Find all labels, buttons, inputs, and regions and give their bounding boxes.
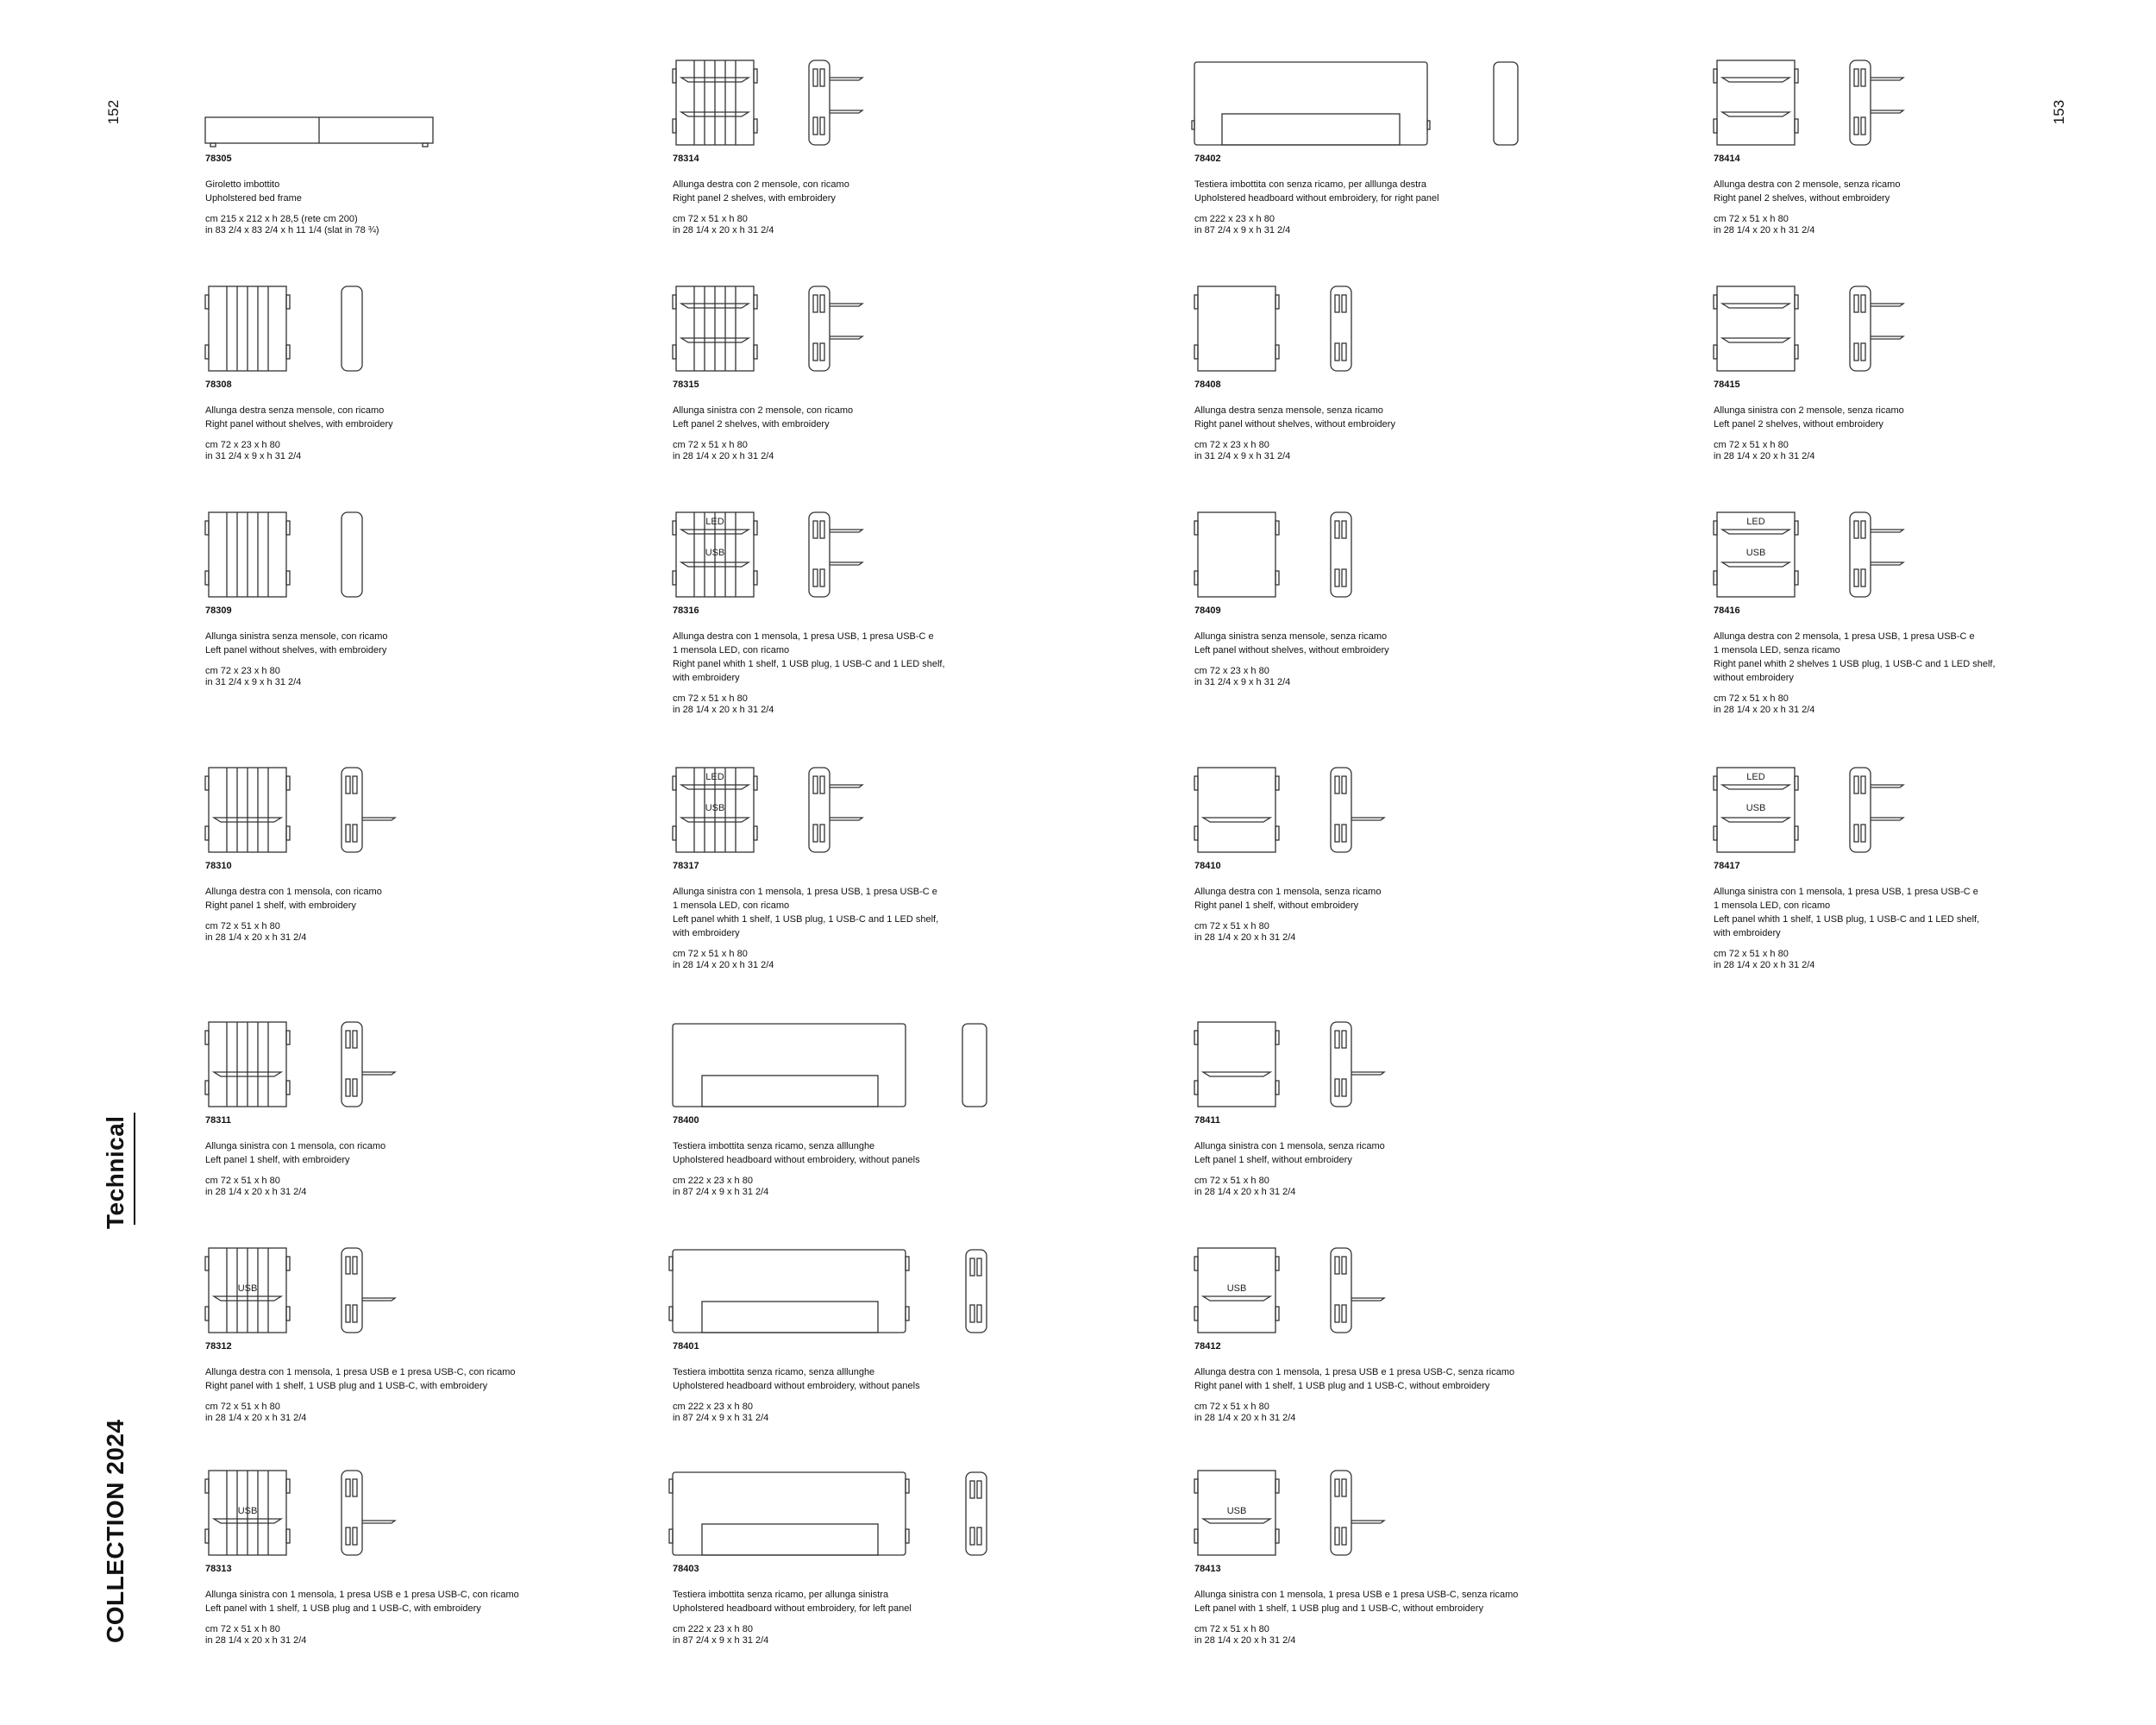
- product-78317: [673, 768, 1121, 971]
- led-label: LED: [1746, 517, 1765, 527]
- product-78313: [205, 1471, 654, 1647]
- side-view: [1331, 768, 1351, 852]
- product-dimensions: cm 222 x 23 x h 80 in 87 2/4 x 9 x h 31 2/4: [673, 1402, 769, 1423]
- product-dimensions: cm 72 x 23 x h 80 in 31 2/4 x 9 x h 31 2/4: [205, 666, 302, 687]
- usb-label: USB: [237, 1283, 258, 1294]
- product-description: Allunga destra con 1 mensola, senza ricamo Right panel 1 shelf, without embroidery: [1194, 887, 1382, 911]
- shelf-side: [830, 530, 862, 532]
- shelf-front: [1203, 1296, 1270, 1301]
- product-drawing: [1714, 60, 2076, 150]
- side-view: [962, 1024, 987, 1107]
- product-description: Testiera imbottita con senza ricamo, per alllunga destra Upholstered headboard without embroidery, for right panel: [1194, 179, 1439, 204]
- led-label: LED: [705, 772, 724, 782]
- side-view: [342, 286, 362, 371]
- side-view: [809, 60, 830, 145]
- product-description: Giroletto imbottito Upholstered bed frame: [205, 179, 302, 204]
- side-view: [809, 768, 830, 852]
- product-drawing: [1714, 286, 2076, 376]
- section-title: Technical: [102, 1115, 128, 1229]
- shelf-side: [362, 818, 395, 820]
- product-drawing: [1194, 286, 1557, 376]
- product-code: 78315: [673, 380, 699, 390]
- usb-label: USB: [1226, 1283, 1247, 1294]
- product-dimensions: cm 72 x 51 x h 80 in 28 1/4 x 20 x h 31 2/4: [205, 1624, 307, 1646]
- product-78316: [673, 512, 1121, 716]
- product-description: Allunga destra con 1 mensola, 1 presa USB e 1 presa USB-C, senza ricamo Right panel with 1 shelf, 1 USB plug and 1 USB-C, without embroidery: [1194, 1367, 1515, 1391]
- product-description: Allunga sinistra con 2 mensole, senza ricamo Left panel 2 shelves, without embroidery: [1714, 405, 1904, 430]
- product-drawing: [673, 512, 1035, 602]
- product-78314: [673, 60, 1121, 236]
- usb-label: USB: [705, 803, 725, 813]
- product-dimensions: cm 222 x 23 x h 80 in 87 2/4 x 9 x h 31 2/4: [673, 1176, 769, 1197]
- shelf-side: [1871, 336, 1903, 339]
- product-78415: [1714, 286, 2156, 462]
- product-78311: [205, 1022, 654, 1198]
- shelf-side: [830, 110, 862, 113]
- shelf-front: [1722, 338, 1789, 342]
- shelf-side: [830, 304, 862, 306]
- side-view: [966, 1472, 987, 1555]
- product-code: 78400: [673, 1115, 699, 1126]
- side-view: [342, 768, 362, 852]
- product-code: 78409: [1194, 605, 1221, 616]
- product-description: Allunga sinistra con 1 mensola, con ricamo Left panel 1 shelf, with embroidery: [205, 1141, 386, 1165]
- product-78414: [1714, 60, 2156, 236]
- shelf-side: [830, 785, 862, 787]
- front-view: [1198, 1022, 1275, 1107]
- product-dimensions: cm 222 x 23 x h 80 in 87 2/4 x 9 x h 31 2/4: [1194, 214, 1291, 235]
- product-code: 78410: [1194, 861, 1221, 871]
- shelf-side: [830, 78, 862, 80]
- product-dimensions: cm 72 x 51 x h 80 in 28 1/4 x 20 x h 31 2/4: [673, 440, 774, 461]
- product-description: Allunga destra senza mensole, con ricamo Right panel without shelves, with embroidery: [205, 405, 393, 430]
- shelf-side: [1871, 304, 1903, 306]
- shelf-side: [830, 818, 862, 820]
- product-dimensions: cm 72 x 51 x h 80 in 28 1/4 x 20 x h 31 2/4: [1714, 949, 1815, 970]
- product-78312: [205, 1248, 654, 1424]
- product-drawing: [205, 1022, 567, 1112]
- headboard: [1194, 62, 1427, 145]
- headboard: [673, 1250, 906, 1333]
- side-view: [1850, 286, 1871, 371]
- shelf-side: [1351, 1521, 1384, 1523]
- usb-label: USB: [705, 548, 725, 558]
- headboard: [673, 1472, 906, 1555]
- product-dimensions: cm 72 x 51 x h 80 in 28 1/4 x 20 x h 31 2/4: [1714, 440, 1815, 461]
- product-drawing: [1194, 1248, 1557, 1338]
- product-dimensions: cm 72 x 51 x h 80 in 28 1/4 x 20 x h 31 2/4: [673, 949, 774, 970]
- product-code: 78309: [205, 605, 232, 616]
- side-view: [342, 1022, 362, 1107]
- product-78305: [205, 60, 654, 236]
- product-drawing: [1714, 512, 2076, 602]
- shelf-side: [362, 1298, 395, 1301]
- product-description: Allunga destra con 2 mensola, 1 presa USB, 1 presa USB-C e 1 mensola LED, senza ricamo Right panel whith 2 shelves 1 USB plug, 1 USB-C and 1 LED shelf, without embroidery: [1714, 631, 1996, 683]
- product-78411: [1194, 1022, 1643, 1198]
- product-description: Testiera imbottita senza ricamo, senza alllunghe Upholstered headboard without embroidery, without panels: [673, 1367, 920, 1391]
- product-dimensions: cm 222 x 23 x h 80 in 87 2/4 x 9 x h 31 2/4: [673, 1624, 769, 1646]
- product-description: Testiera imbottita senza ricamo, per allunga sinistra Upholstered headboard without embroidery, for left panel: [673, 1590, 912, 1614]
- side-view: [809, 286, 830, 371]
- product-code: 78305: [205, 154, 232, 164]
- product-code: 78313: [205, 1564, 232, 1574]
- section-title-underline: [134, 1113, 135, 1225]
- side-view: [809, 512, 830, 597]
- side-view: [1331, 1022, 1351, 1107]
- product-description: Allunga destra senza mensole, senza ricamo Right panel without shelves, without embroidery: [1194, 405, 1395, 430]
- side-view: [966, 1250, 987, 1333]
- product-dimensions: cm 72 x 51 x h 80 in 28 1/4 x 20 x h 31 2/4: [1194, 1624, 1296, 1646]
- side-view: [342, 1471, 362, 1555]
- product-description: Testiera imbottita senza ricamo, senza alllunghe Upholstered headboard without embroidery, without panels: [673, 1141, 920, 1165]
- product-code: 78316: [673, 605, 699, 616]
- shelf-front: [1722, 818, 1789, 822]
- product-dimensions: cm 72 x 51 x h 80 in 28 1/4 x 20 x h 31 2/4: [205, 1176, 307, 1197]
- product-drawing: [673, 768, 1035, 857]
- product-dimensions: cm 72 x 51 x h 80 in 28 1/4 x 20 x h 31 2/4: [205, 1402, 307, 1423]
- side-view: [342, 1248, 362, 1333]
- product-code: 78413: [1194, 1564, 1221, 1574]
- shelf-side: [1871, 785, 1903, 787]
- product-dimensions: cm 72 x 51 x h 80 in 28 1/4 x 20 x h 31 2/4: [1194, 1176, 1296, 1197]
- product-code: 78402: [1194, 154, 1221, 164]
- product-dimensions: cm 72 x 23 x h 80 in 31 2/4 x 9 x h 31 2/4: [1194, 440, 1291, 461]
- product-code: 78408: [1194, 380, 1221, 390]
- side-view: [1494, 62, 1518, 145]
- product-drawing: [1194, 1022, 1557, 1112]
- product-78412: [1194, 1248, 1643, 1424]
- product-code: 78314: [673, 154, 699, 164]
- shelf-side: [362, 1072, 395, 1075]
- shelf-front: [1722, 785, 1789, 789]
- product-drawing: [1194, 512, 1557, 602]
- front-view: [1717, 286, 1795, 371]
- shelf-side: [1871, 78, 1903, 80]
- product-code: 78412: [1194, 1341, 1221, 1352]
- product-drawing: [205, 60, 567, 150]
- product-drawing: [205, 512, 567, 602]
- front-view: [1717, 60, 1795, 145]
- product-description: Allunga destra con 2 mensole, con ricamo Right panel 2 shelves, with embroidery: [673, 179, 849, 204]
- product-dimensions: cm 72 x 51 x h 80 in 28 1/4 x 20 x h 31 2/4: [1194, 921, 1296, 943]
- product-drawing: [1194, 60, 1557, 150]
- front-view: [1198, 286, 1275, 371]
- shelf-side: [1351, 1072, 1384, 1075]
- product-code: 78415: [1714, 380, 1740, 390]
- product-dimensions: cm 72 x 51 x h 80 in 28 1/4 x 20 x h 31 2/4: [1714, 693, 1815, 715]
- product-dimensions: cm 72 x 51 x h 80 in 28 1/4 x 20 x h 31 2/4: [1714, 214, 1815, 235]
- product-78416: [1714, 512, 2156, 716]
- shelf-front: [1203, 1519, 1270, 1523]
- usb-label: USB: [1745, 803, 1766, 813]
- product-78409: [1194, 512, 1643, 688]
- product-drawing: [205, 286, 567, 376]
- shelf-side: [362, 1521, 395, 1523]
- shelf-front: [1722, 78, 1789, 82]
- product-drawing: [205, 1471, 567, 1560]
- product-78417: [1714, 768, 2156, 971]
- product-drawing: [1194, 1471, 1557, 1560]
- shelf-side: [830, 336, 862, 339]
- product-drawing: [1194, 768, 1557, 857]
- product-dimensions: cm 72 x 51 x h 80 in 28 1/4 x 20 x h 31 2/4: [673, 214, 774, 235]
- shelf-front: [1203, 1072, 1270, 1076]
- product-dimensions: cm 72 x 51 x h 80 in 28 1/4 x 20 x h 31 2/4: [1194, 1402, 1296, 1423]
- product-drawing: [673, 1022, 1035, 1112]
- product-dimensions: cm 72 x 23 x h 80 in 31 2/4 x 9 x h 31 2/4: [205, 440, 302, 461]
- side-view: [1850, 60, 1871, 145]
- side-view: [1331, 1471, 1351, 1555]
- product-description: Allunga sinistra con 1 mensola, 1 presa USB, 1 presa USB-C e 1 mensola LED, con ricamo Left panel whith 1 shelf, 1 USB plug, 1 USB-C and 1 LED shelf, with embroidery: [673, 887, 939, 938]
- product-description: Allunga sinistra con 1 mensola, 1 presa USB, 1 presa USB-C e 1 mensola LED, con ricamo Left panel whith 1 shelf, 1 USB plug, 1 USB-C and 1 LED shelf, with embroidery: [1714, 887, 1980, 938]
- side-view: [1331, 512, 1351, 597]
- product-code: 78403: [673, 1564, 699, 1574]
- product-code: 78411: [1194, 1115, 1220, 1126]
- product-dimensions: cm 72 x 51 x h 80 in 28 1/4 x 20 x h 31 2/4: [205, 921, 307, 943]
- led-label: LED: [705, 517, 724, 527]
- product-drawing: [205, 1248, 567, 1338]
- product-code: 78414: [1714, 154, 1740, 164]
- front-view: [1198, 768, 1275, 852]
- usb-label: USB: [237, 1506, 258, 1516]
- product-78400: [673, 1022, 1121, 1198]
- shelf-side: [1871, 562, 1903, 565]
- product-drawing: [673, 1248, 1035, 1338]
- shelf-front: [1722, 562, 1789, 567]
- usb-label: USB: [1226, 1506, 1247, 1516]
- product-code: 78417: [1714, 861, 1740, 871]
- product-78402: [1194, 60, 1643, 236]
- page-number-left: 152: [105, 99, 122, 125]
- product-drawing: [673, 1471, 1035, 1560]
- product-78401: [673, 1248, 1121, 1424]
- product-code: 78317: [673, 861, 699, 871]
- front-view: [1198, 512, 1275, 597]
- product-drawing: [205, 768, 567, 857]
- product-description: Allunga sinistra senza mensole, con ricamo Left panel without shelves, with embroidery: [205, 631, 388, 656]
- product-description: Allunga destra con 1 mensola, 1 presa USB e 1 presa USB-C, con ricamo Right panel with 1 shelf, 1 USB plug and 1 USB-C, with embroidery: [205, 1367, 516, 1391]
- product-description: Allunga sinistra con 1 mensola, 1 presa USB e 1 presa USB-C, senza ricamo Left panel with 1 shelf, 1 USB plug and 1 USB-C, without embroidery: [1194, 1590, 1519, 1614]
- shelf-front: [1722, 530, 1789, 534]
- shelf-side: [1351, 818, 1384, 820]
- shelf-front: [1722, 304, 1789, 308]
- product-description: Allunga destra con 2 mensole, senza ricamo Right panel 2 shelves, without embroidery: [1714, 179, 1901, 204]
- shelf-side: [1871, 530, 1903, 532]
- product-78308: [205, 286, 654, 462]
- product-code: 78401: [673, 1341, 699, 1352]
- side-view: [1331, 286, 1351, 371]
- product-description: Allunga destra con 1 mensola, con ricamo Right panel 1 shelf, with embroidery: [205, 887, 382, 911]
- side-view: [1850, 768, 1871, 852]
- product-78315: [673, 286, 1121, 462]
- side-view: [1331, 1248, 1351, 1333]
- product-78309: [205, 512, 654, 688]
- page-number-right: 153: [2051, 99, 2067, 125]
- side-view: [1850, 512, 1871, 597]
- product-code: 78311: [205, 1115, 231, 1126]
- shelf-side: [1871, 110, 1903, 113]
- product-78408: [1194, 286, 1643, 462]
- product-dimensions: cm 72 x 51 x h 80 in 28 1/4 x 20 x h 31 2/4: [673, 693, 774, 715]
- led-label: LED: [1746, 772, 1765, 782]
- product-78310: [205, 768, 654, 944]
- product-code: 78310: [205, 861, 232, 871]
- side-view: [342, 512, 362, 597]
- headboard: [673, 1024, 906, 1107]
- shelf-side: [1351, 1298, 1384, 1301]
- product-dimensions: cm 72 x 23 x h 80 in 31 2/4 x 9 x h 31 2/4: [1194, 666, 1291, 687]
- shelf-front: [1722, 112, 1789, 116]
- product-description: Allunga sinistra con 1 mensola, 1 presa USB e 1 presa USB-C, con ricamo Left panel with 1 shelf, 1 USB plug and 1 USB-C, with embroidery: [205, 1590, 519, 1614]
- product-dimensions: cm 215 x 212 x h 28,5 (rete cm 200) in 83 2/4 x 83 2/4 x h 11 1/4 (slat in 78 ¾): [205, 214, 379, 235]
- usb-label: USB: [1745, 548, 1766, 558]
- product-78413: [1194, 1471, 1643, 1647]
- product-drawing: [673, 60, 1035, 150]
- product-78403: [673, 1471, 1121, 1647]
- product-78410: [1194, 768, 1643, 944]
- product-description: Allunga sinistra con 2 mensole, con ricamo Left panel 2 shelves, with embroidery: [673, 405, 854, 430]
- product-code: 78416: [1714, 605, 1740, 616]
- product-description: Allunga sinistra senza mensole, senza ricamo Left panel without shelves, without embroidery: [1194, 631, 1389, 656]
- product-description: Allunga destra con 1 mensola, 1 presa USB, 1 presa USB-C e 1 mensola LED, con ricamo Right panel whith 1 shelf, 1 USB plug, 1 USB-C and 1 LED shelf, with embroidery: [673, 631, 945, 683]
- collection-title: COLLECTION 2024: [102, 1419, 128, 1643]
- product-code: 78312: [205, 1341, 232, 1352]
- shelf-side: [1871, 818, 1903, 820]
- product-description: Allunga sinistra con 1 mensola, senza ricamo Left panel 1 shelf, without embroidery: [1194, 1141, 1385, 1165]
- product-code: 78308: [205, 380, 232, 390]
- shelf-front: [1203, 818, 1270, 822]
- shelf-side: [830, 562, 862, 565]
- product-drawing: [1714, 768, 2076, 857]
- product-drawing: [673, 286, 1035, 376]
